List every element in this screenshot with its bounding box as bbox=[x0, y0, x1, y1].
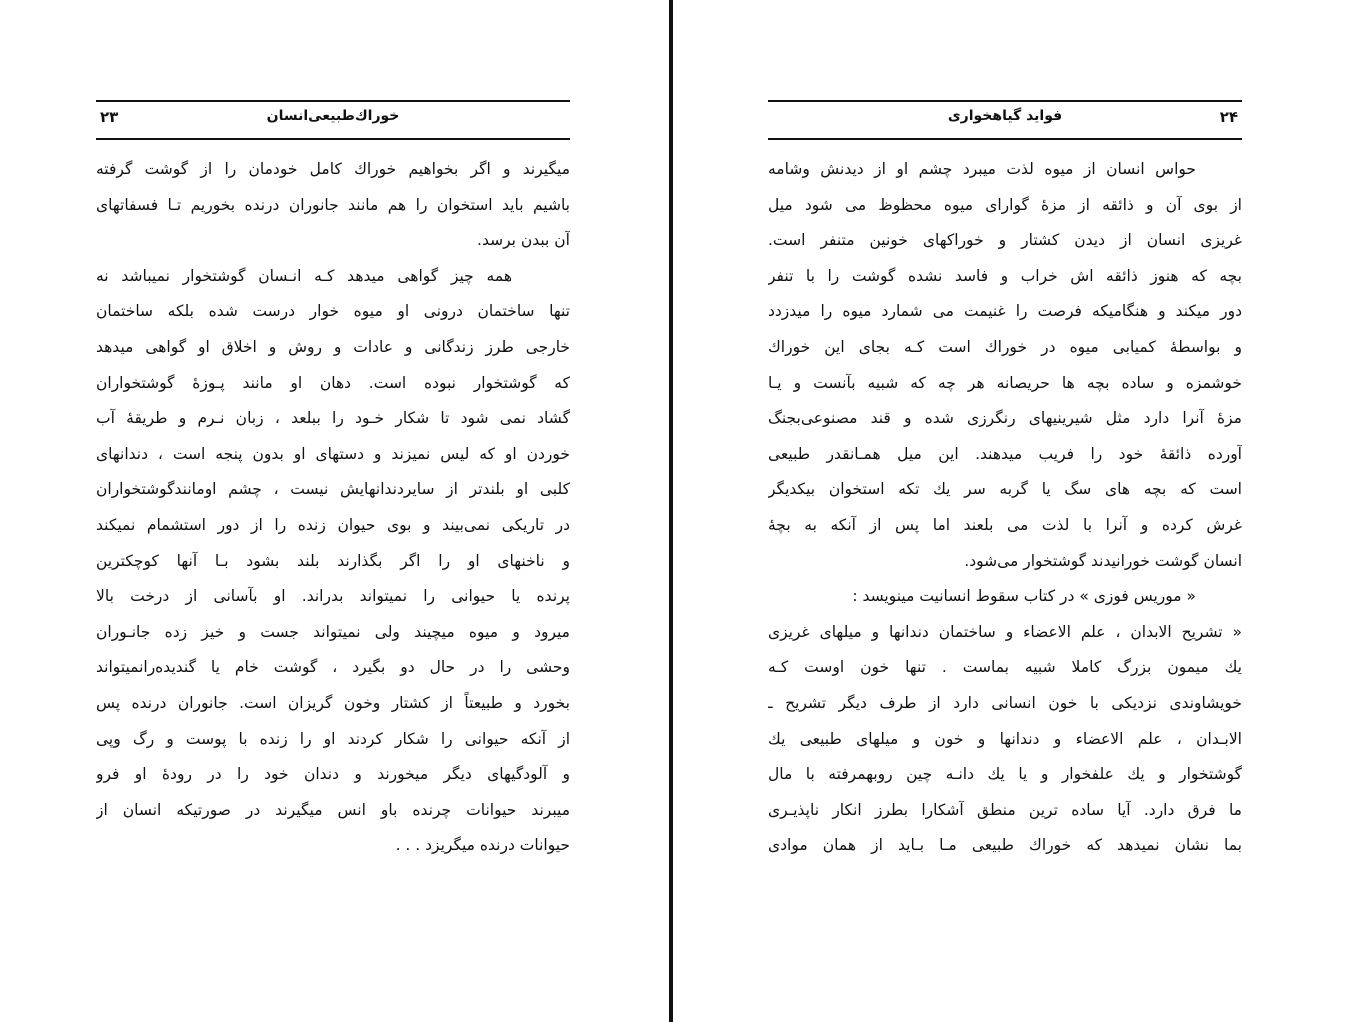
text-line: در تاریکی نمی‌بیند و بوی حیوان زنده را از دور استشمام نمیکند bbox=[96, 515, 570, 534]
text-line: باشیم باید استخوان را هم مانند جانوران درنده بخوریم تـا فسفاتهای bbox=[96, 195, 570, 214]
left-page-header bbox=[96, 100, 570, 140]
text-line: بخورد و طبیعتاً از کشتار وخون گریزان است. جانوران درنده پس bbox=[96, 693, 570, 712]
text-line: ما فرق دارد. آیا ساده ترین منطق آشکارا بطرز انکار ناپذیـری bbox=[768, 800, 1242, 819]
text-line: انسان گوشت خورانیدند گوشتخوار می‌شود. bbox=[964, 551, 1242, 570]
left-page-body bbox=[96, 152, 570, 864]
text-line: غرش کرده و آنرا با لذت می بلعند اما پس از آنکه به بچهٔ bbox=[768, 515, 1242, 534]
text-line: بچه که هنوز ذائقه اش خراب و فاسد نشده گوشت را با تنفر bbox=[768, 266, 1242, 285]
text-line: الابـدان ، علم الاعضاء و دندانها و خون و میلهای طبیعی یك bbox=[768, 729, 1242, 748]
text-line: و آلودگیهای دیگر میخورند و دندان خود را در رودهٔ او فرو bbox=[96, 765, 570, 784]
text-line: آورده ذائقهٔ خود را فریب میدهند. این میل همـانقدر طبیعی bbox=[768, 444, 1242, 463]
text-line: « موریس فوزی » در کتاب سقوط انسانیت مینویسد : bbox=[852, 587, 1196, 606]
text-line: است که بچه های سگ یا گربه سر یك تکه استخوان بیکدیگر bbox=[768, 480, 1242, 499]
text-line: خوردن او که لیس نمیزند و دستهای او بدون پنجه است ، دندانهای bbox=[96, 444, 570, 463]
text-line: یك میمون بزرگ کاملا شبیه بماست . تنها خون اوست کـه bbox=[768, 658, 1242, 677]
text-line: همه چیز گواهی میدهد کـه انـسان گوشتخوار نمیباشد نه bbox=[96, 266, 512, 285]
text-line: غریزی انسان از دیدن کشتار و خوراکهای خونین متنفر است. bbox=[768, 231, 1242, 250]
text-line: حواس انسان از میوه لذت میبرد چشم او از دیدنش وشامه bbox=[768, 160, 1196, 178]
text-line: از بوی آن و ذائقه از مزهٔ گوارای میوه محظوظ می شود میل bbox=[768, 195, 1242, 214]
text-line: میبرند حیوانات چرنده باو انس میگیرند در صورتیکه انسان از bbox=[96, 800, 570, 819]
text-line: خویشاوندی نزدیکی با خون انسانی دارد از طرف دیگر تشریح ـ bbox=[768, 693, 1242, 712]
right-page-number: ۲۴ bbox=[1219, 108, 1238, 126]
text-line: تنها ساختمان درونی او میوه خوار درست شده بلکه ساختمان bbox=[96, 302, 570, 321]
text-line: پرنده یا حیوانی را نمیتواند بدراند. او بآسانی از درخت بالا bbox=[96, 587, 570, 606]
text-line: وحشی را در حال دو بگیرد ، گوشت خام یا گندیده‌رانمیتواند bbox=[96, 658, 570, 677]
text-line: خوشمزه و ساده بچه ها حریصانه هر چه که شبیه بآنست و یـا bbox=[768, 373, 1242, 392]
text-line: حیوانات درنده میگریزد . . . bbox=[395, 836, 570, 855]
right-page-running-title: فواید گیاهخواری bbox=[947, 108, 1063, 124]
text-line: که گوشتخوار نبوده است. دهان او مانند پـوزهٔ گوشتخواران bbox=[96, 373, 570, 392]
left-page-number: ۲۳ bbox=[100, 108, 119, 126]
right-page-body bbox=[768, 152, 1242, 864]
text-line: از آنکه حیوانی را شکار کردند او را زنده با پوست و رگ وپی bbox=[96, 729, 570, 748]
text-line: مزهٔ آنرا دارد مثل شیرینیهای رنگرزی شده و قند مصنوعی‌بجنگ bbox=[768, 409, 1242, 428]
text-line: گشاد نمی شود تا شکار خـود را ببلعد ، زبان نـرم و طریقهٔ آب bbox=[96, 409, 570, 428]
text-line: و ناخنهای او را اگر بگذارند بلند بشود بـا آنها کوچکترین bbox=[96, 551, 570, 570]
book-spine-divider bbox=[669, 0, 673, 1022]
text-line: بما نشان نمیدهد که خوراك طبیعی مـا بـاید از همان موادی bbox=[768, 836, 1242, 855]
text-line: دور میکند و هنگامیکه فرصت را غنیمت می شمارد میوه را میدزدد bbox=[768, 302, 1242, 321]
text-line: آن ببدن برسد. bbox=[477, 231, 570, 250]
right-page bbox=[768, 100, 1242, 864]
text-line: خارجی طرز زندگانی و عادات و روش و اخلاق او گواهی میدهد bbox=[96, 337, 570, 356]
left-page-running-title: خوراك‌طبیعی‌انسان bbox=[266, 108, 400, 124]
text-line: میگیرند و اگر بخواهیم خوراك كامل خودمان را از گوشت گرفته bbox=[96, 160, 570, 178]
text-line: کلبی او بلندتر از سایردندانهایش نیست ، چشم اومانندگوشتخواران bbox=[96, 480, 570, 499]
left-page bbox=[96, 100, 570, 864]
text-line: و بواسطهٔ کمیابی میوه در خوراك است کـه بجای این خوراك bbox=[768, 337, 1242, 356]
right-page-header bbox=[768, 100, 1242, 140]
text-line: گوشتخوار و یك علفخوار و یا یك دانـه چین روبهمرفته با مال bbox=[768, 765, 1242, 784]
text-line: « تشریح الابدان ، علم الاعضاء و ساختمان دندانها و میلهای غریزی bbox=[768, 622, 1242, 641]
text-line: میرود و میوه میچیند ولی نمیتواند جست و خیز زده جانـوران bbox=[96, 622, 570, 641]
